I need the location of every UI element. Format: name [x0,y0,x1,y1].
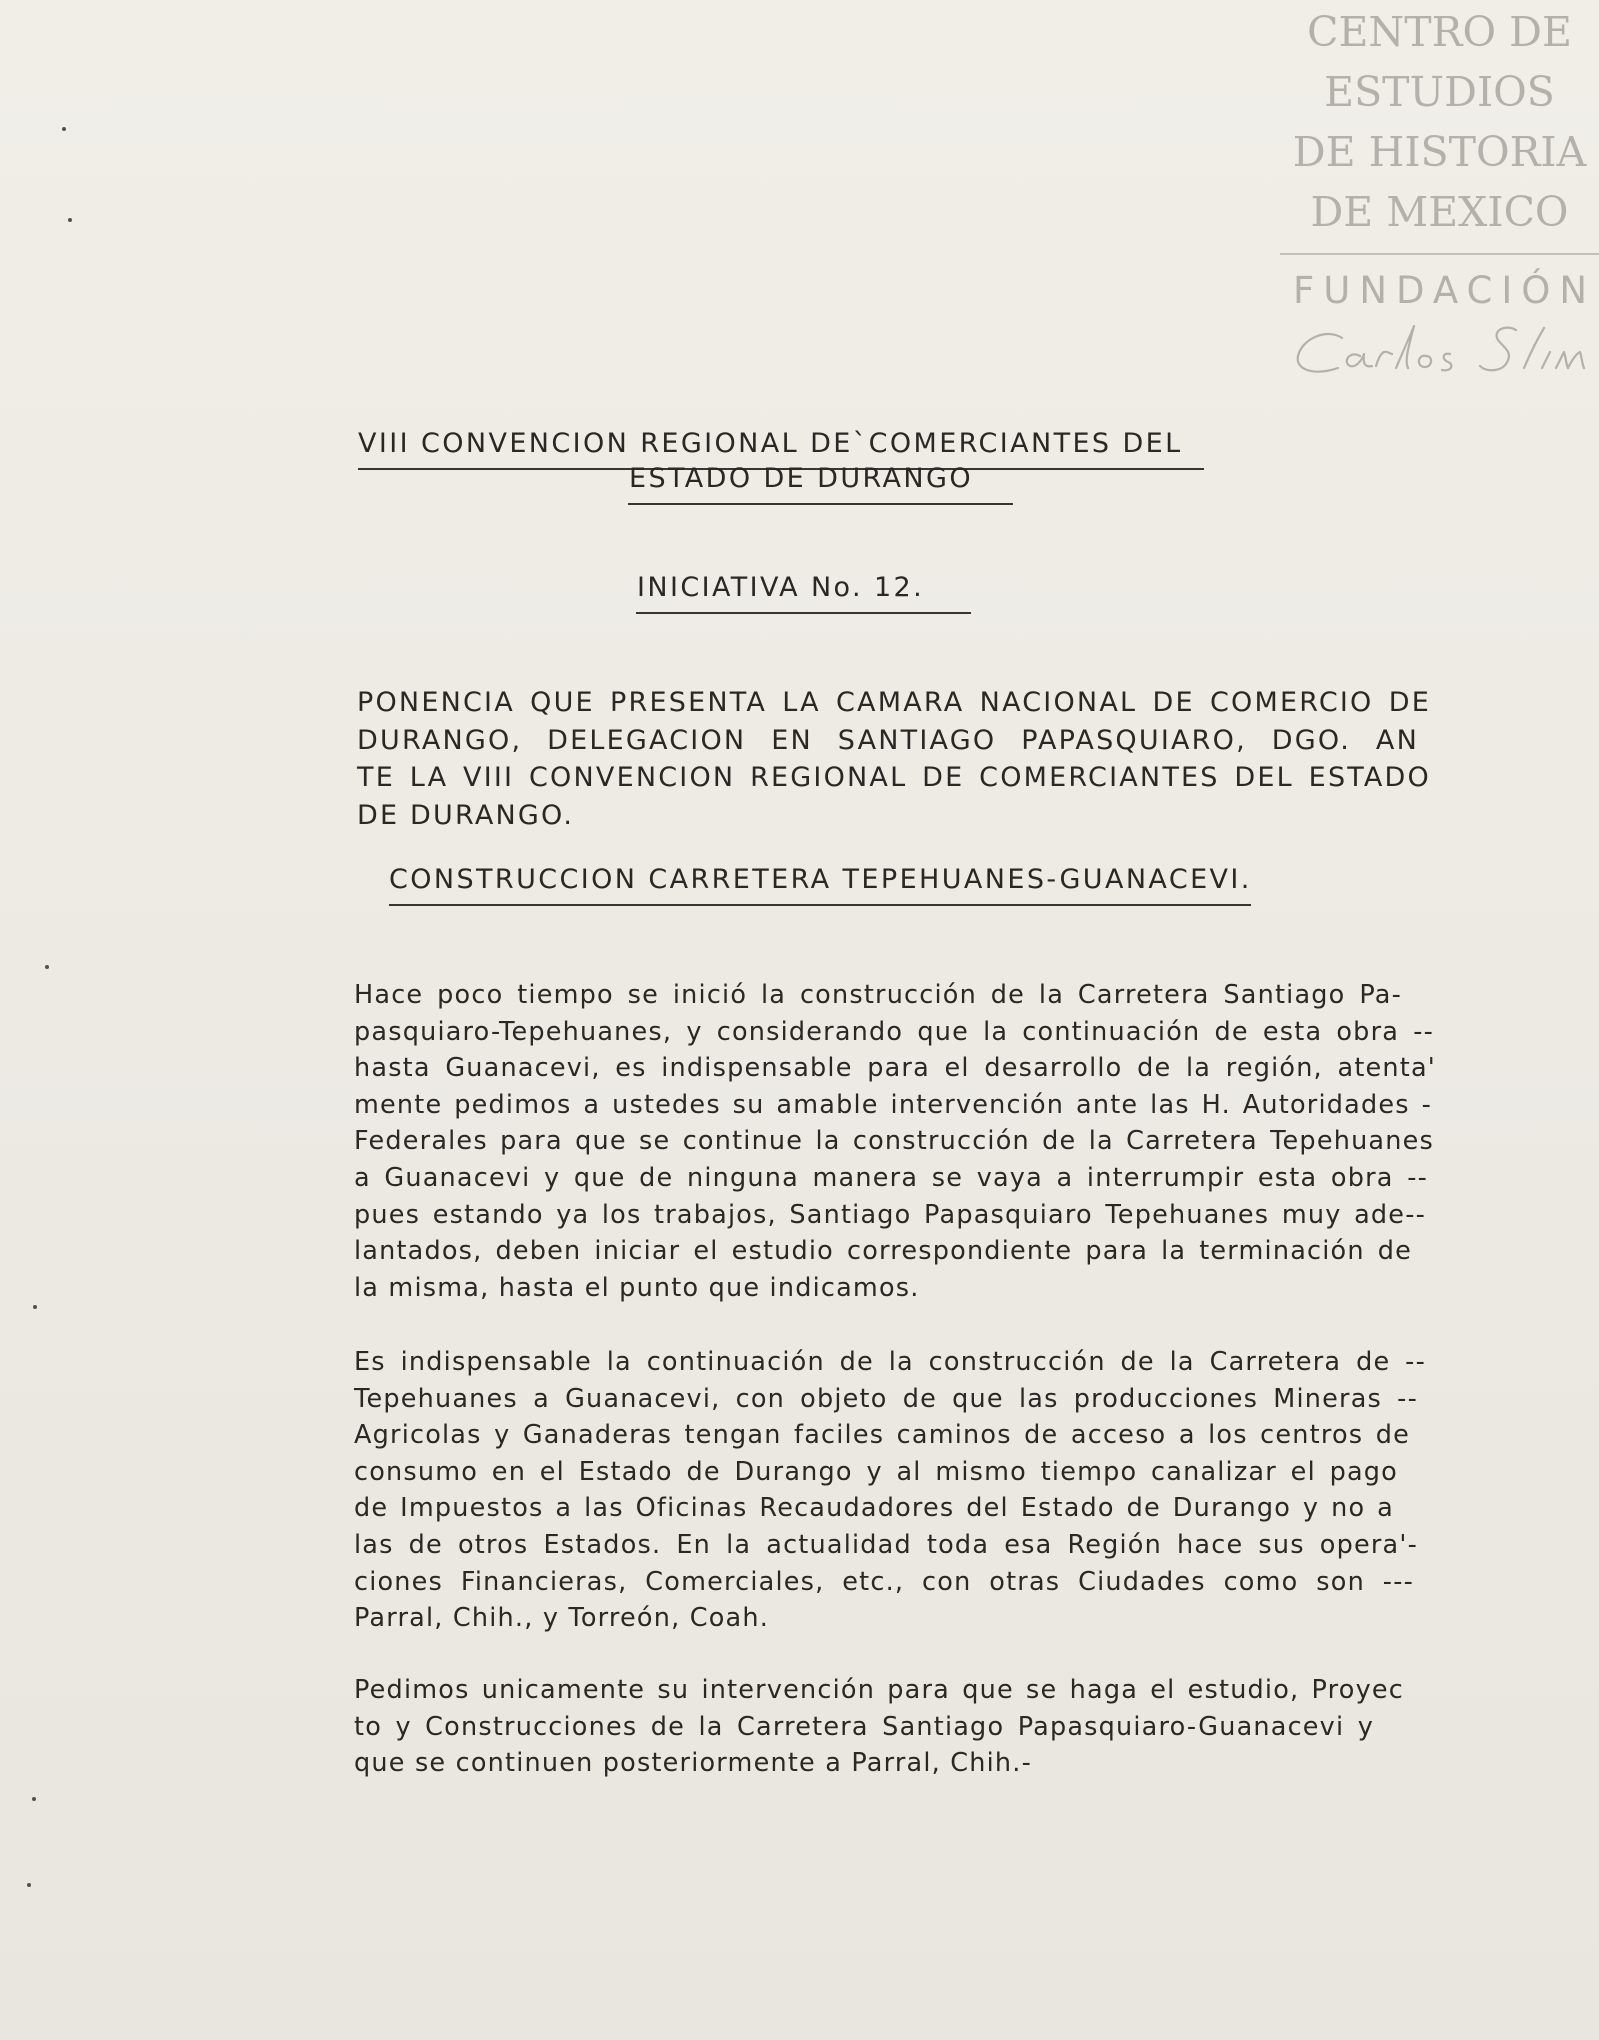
paragraph-line: hasta Guanacevi, es indispensable para el desarrollo de la región, atenta' [354,1053,1436,1084]
watermark-line: ESTUDIOS [1324,68,1555,116]
initiative-title: INICIATIVA No. 12. [637,572,925,603]
paragraph-line: Federales para que se continue la construcción de la Carretera Tepehuanes [354,1126,1434,1157]
body-paragraph-2 [354,1344,1434,1637]
scan-speck [68,218,72,222]
scan-speck [33,1305,37,1309]
ponencia-line: PONENCIA QUE PRESENTA LA CAMARA NACIONAL DE COMERCIO DE [357,687,1431,718]
paragraph-line: Parral, Chih., y Torreón, Coah. [354,1603,769,1634]
paragraph-line: a Guanacevi y que de ninguna manera se vaya a interrumpir esta obra -- [354,1162,1428,1193]
ponencia-line: DE DURANGO. [357,799,575,831]
paragraph-line: consumo en el Estado de Durango y al mismo tiempo canalizar el pago [354,1456,1398,1487]
paragraph-line: Agricolas y Ganaderas tengan faciles caminos de acceso a los centros de [354,1420,1410,1451]
paragraph-line: Es indispensable la continuación de la construcción de la Carretera de -- [354,1347,1426,1377]
ponencia-line: DURANGO, DELEGACION EN SANTIAGO PAPASQUIARO, DGO. AN [357,724,1419,756]
paragraph-line: to y Construcciones de la Carretera Santiago Papasquiaro-Guanacevi y [354,1711,1374,1742]
watermark-line: DE HISTORIA [1292,128,1587,176]
paragraph-line: pues estando ya los trabajos, Santiago Papasquiaro Tepehuanes muy ade-- [354,1199,1426,1230]
subject-underline [389,904,1251,906]
paragraph-line: las de otros Estados. En la actualidad toda esa Región hace sus opera'- [354,1529,1418,1560]
paragraph-line: mente pedimos a ustedes su amable intervención ante las H. Autoridades - [354,1089,1432,1120]
paragraph-line: ciones Financieras, Comerciales, etc., con otras Ciudades como son --- [354,1566,1414,1597]
paragraph-line: lantados, deben iniciar el estudio correspondiente para la terminación de [354,1236,1412,1267]
watermark-line: DE MEXICO [1310,188,1569,236]
paragraph-line: Hace poco tiempo se inició la construcción de la Carretera Santiago Pa- [354,980,1402,1010]
initiative-underline [636,612,971,614]
ponencia-paragraph [357,684,1431,834]
paragraph-line: Tepehuanes a Guanacevi, con objeto de que las producciones Mineras -- [354,1383,1418,1414]
paragraph-line: la misma, hasta el punto que indicamos. [354,1272,920,1303]
scan-speck [62,127,66,131]
paragraph-line: pasquiaro-Tepehuanes, y considerando que la continuación de esta obra -- [354,1016,1434,1047]
header-line-2: ESTADO DE DURANGO [629,463,973,494]
watermark-line: CENTRO DE [1307,8,1572,56]
ponencia-line: TE LA VIII CONVENCION REGIONAL DE COMERCIANTES DEL ESTADO [357,762,1431,793]
paragraph-line: de Impuestos a las Oficinas Recaudadores del Estado de Durango y no a [354,1493,1394,1524]
watermark-fundacion: FUNDACIÓN [1292,269,1597,312]
subject-title: CONSTRUCCION CARRETERA TEPEHUANES-GUANACEVI. [389,864,1252,895]
scan-speck [27,1883,31,1887]
scan-speck [32,1797,36,1801]
header-underline-2 [628,503,1013,505]
header-line-1: VIII CONVENCION REGIONAL DE`COMERCIANTES DEL [358,428,1183,459]
paragraph-line: que se continuen posteriormente a Parral, Chih.- [354,1748,1032,1779]
paragraph-line: Pedimos unicamente su intervención para que se haga el estudio, Proyec [354,1675,1404,1705]
body-paragraph-1 [354,977,1434,1306]
body-paragraph-3 [354,1672,1434,1782]
scan-speck [45,965,49,969]
